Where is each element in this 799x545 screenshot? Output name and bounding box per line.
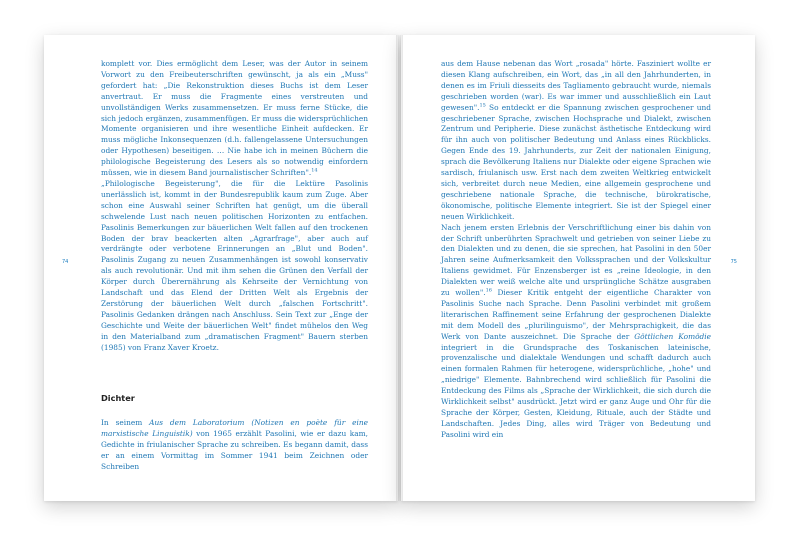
book-spread: [44, 35, 755, 501]
paragraph-text: von 1965 erzählt Pasolini, wie er dazu kam, Gedichte in friulanischer Sprache zu schreiben. Es begann damit, dass er an einem Vormittag im Sommer 1941 beim Zeichnen oder Schreiben: [101, 428, 369, 471]
body-text-bottom: [101, 418, 368, 473]
paragraph-text: aus dem Hause nebenan das Wort „rosada" hörte. Fasziniert wollte er diesen Klang aufschreiben, ein Wort, das „in all den Jahrhunderten, in denen es im Friuli diesseits des Tagliamento gebraucht wurde, niemals geschrieben worden (war). Es war immer und ausschließlich ein Laut gewesen".: [441, 59, 711, 112]
paragraph: [101, 418, 368, 473]
paragraph-text: integriert in die Grundsprache des Toskanischen lateinische, provenzalische und dialektale Wendungen und schafft dadurch auch einen formalen Rahmen für heterogene, widersprüchliche, „hohe" und „niedrige" Elemente. Bahnbrechend wird schließlich für Pasolini die Entdeckung des Films als „Sprache der Wirklichkeit, die sich durch die Wirklichkeit selbst" ausdrückt. Jetzt wird er ganz Auge und Ohr für die Sprache der Körper, Gesten, Kleidung, Rituale, auch der Städte und Landschaften. Jedes Ding, alles wird Träger von Bedeutung und Pasolini wird ein: [441, 342, 711, 439]
paragraph-text: komplett vor. Dies ermöglicht dem Leser, was der Autor in seinem Vorwort zu den Freibeuterschriften gewünscht, ja als ein „Muss" gefordert hat: „Die Rekonstruktion dieses Buchs ist dem Leser anvertraut. Er muss die Fragmente eines verstreuten und unvollständigen Werks zusammensetzen. Er muss ferne Stücke, die sich jedoch ergänzen, zusammenfügen. Er muss die widersprüchlichen Momente organisieren und ihre wesentliche Einheit aufdecken. Er muss mögliche Inkonsequenzen (d.h. fallengelassene Untersuchungen oder Hypothesen) beseitigen. … Nie habe ich in meinen Büchern die philologische Begeisterung des Lesers als so notwendig einfordern müssen, wie in diesem Band journalistischer Schriften".: [101, 59, 368, 178]
work-title: Göttlichen Komödie: [634, 331, 711, 341]
body-text-top: [101, 59, 368, 353]
right-page: [401, 35, 755, 501]
body-text: [441, 59, 711, 441]
paragraph: [441, 223, 711, 441]
work-title: Aus dem Laboratorium (Notizen en poète für eine marxistische Linguistik): [101, 418, 368, 438]
paragraph: [101, 59, 368, 179]
left-page: [44, 35, 398, 501]
paragraph-text: So entdeckt er die Spannung zwischen gesprochener und geschriebener Sprache, zwischen Hochsprache und Dialekt, zwischen Zentrum und Peripherie. Diese zunächst ästhetische Entdeckung wird für ihn auch von politischer Bedeutung und Anlass eines Rückblicks. Gegen Ende des 19. Jahrhunderts, zur Zeit der nationalen Einigung, sprach die Bevölkerung Italiens nur Dialekte oder eigene Sprachen wie sardisch, friulanisch usw. Erst nach dem zweiten Weltkrieg entwickelt sich, verbreitet durch neue Medien, eine allgemein gesprochene und geschriebene nationale Sprache, die technische, bürokratische, ökonomische, politische Elemente integriert. Sie ist der Spiegel einer neuen Wirklichkeit.: [441, 102, 711, 221]
footnote-marker: 14: [311, 167, 318, 174]
book-gutter: [396, 35, 403, 501]
paragraph: [441, 59, 711, 223]
paragraph-text: Nach jenem ersten Erlebnis der Verschriftlichung einer bis dahin von der Schrift unberührten Sprachwelt und getrieben von seiner Liebe zu den Dialekten und zu denen, die sie sprechen, hat Pasolini in den 50er Jahren seine Aufmerksamkeit den Volkssprachen und der Volkskultur Italiens gewidmet. Für Enzensberger ist es „reine Ideologie, in den Dialekten wer weiß welche alte und ursprüngliche Schätze ausgraben zu wollen".: [441, 222, 711, 298]
paragraph-text: Dieser Kritik entgeht der eigentliche Charakter von Pasolinis Suche nach Sprache. Denn Pasolini verbindet mit großem literarischen Raffinement seine Erfahrung der gesprochenen Dialekte mit dem Modell des „plurilinguismo", der Mehrsprachigkeit, die das Werk von Dante auszeichnet. Die Sprache der: [441, 288, 712, 341]
footnote-marker: 16: [485, 287, 492, 294]
page-number: 74: [62, 259, 69, 265]
section-heading: Dichter: [101, 393, 135, 403]
paragraph-text: In seinem: [101, 418, 150, 427]
page-number: 75: [730, 259, 737, 265]
paragraph: „Philologische Begeisterung", die für die Lektüre Pasolinis unerlässlich ist, kommt in der Bundesrepublik kaum zum Zuge. Aber schon eine Auswahl seiner Schriften hat genügt, um die überall schwelende Lust nach neuen politischen Horizonten zu entfachen. Pasolinis Bemerkungen zur bäuerlichen Welt fallen auf den trockenen Boden der brav beackerten alten „Agrarfrage", aber auch auf verdrängte oder verbotene Erinnerungen an „Blut und Boden". Pasolinis Zugang zu neuen Zusammenhängen ist sowohl konservativ als auch revolutionär. Und mit ihm sehen die Grünen den Verfall der Körper durch Überernährung als Kehrseite der Vernichtung von Landschaft und das Elend der Dritten Welt als Ergebnis der Zerstörung der bäuerlichen Welt durch „falschen Fortschritt". Pasolinis Gedanken drängen nach Anschluss. Sein Text zur „Enge der Geschichte und Weite der bäuerlichen Welt" findet mühelos den Weg in den Materialband zum „dramatischen Fragment" Bauern sterben (1985) von Franz Xaver Kroetz.: [101, 178, 368, 352]
footnote-marker: 15: [479, 102, 486, 109]
